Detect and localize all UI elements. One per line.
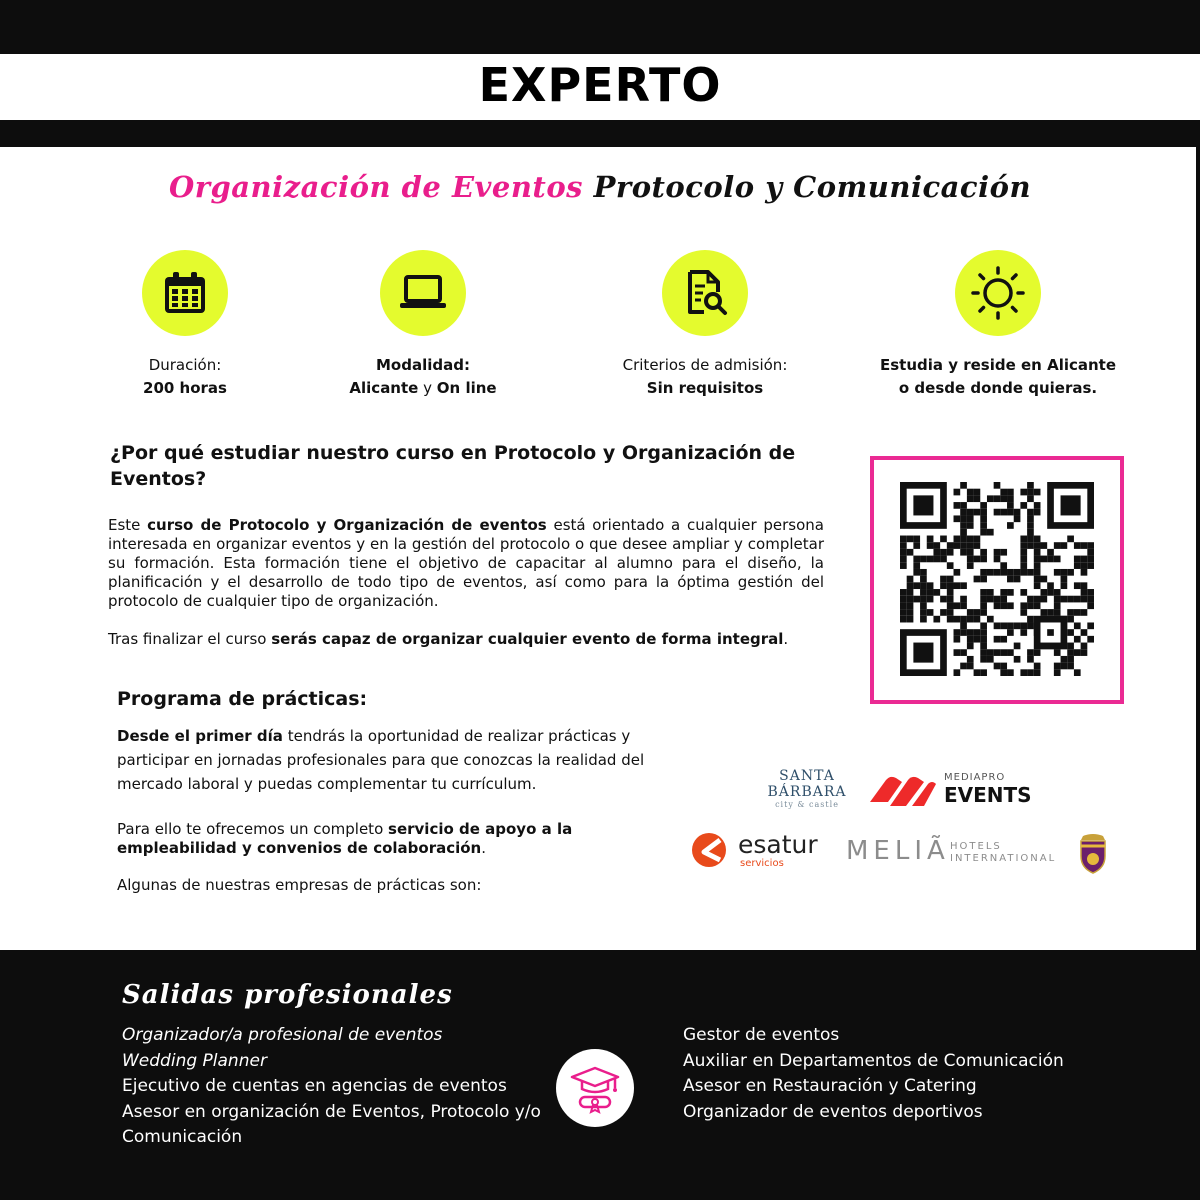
qr-code-frame[interactable] (870, 456, 1124, 704)
sun-icon (955, 250, 1041, 336)
practicas-support-b: . (481, 839, 487, 857)
feature-duracion-label (65, 354, 305, 400)
feature-modalidad-online: On line (436, 379, 497, 397)
feature-modalidad-line1: Modalidad: (376, 356, 470, 374)
esatur-mark-icon (690, 830, 730, 870)
practicas-body (117, 724, 687, 796)
feature-reside (878, 250, 1118, 400)
why-intro-a: Este (108, 516, 141, 534)
laptop-icon (380, 250, 466, 336)
list-item: Asesor en Restauración y Catering (683, 1076, 977, 1096)
page-title: EXPERTO (478, 58, 722, 112)
practicas-title: Programa de prácticas: (117, 688, 368, 710)
list-item: Auxiliar en Departamentos de Comunicación (683, 1050, 1064, 1071)
why-body (108, 516, 824, 611)
document-search-icon (662, 250, 748, 336)
logo-melia-name: MELIÃ (846, 836, 950, 866)
list-item: Asesor en organización de Eventos, Protocolo y/o Comunicación (122, 1101, 541, 1147)
feature-reside-line1: Estudia y reside en Alicante (879, 356, 1117, 374)
why-result (108, 630, 868, 649)
feature-modalidad-y: y (423, 379, 433, 397)
why-intro-bold: curso de Protocolo y Organización de eventos (147, 516, 547, 534)
logo-melia-sub1: HOTELS (950, 841, 1002, 852)
practicas-support-bold: servicio de apoyo a la empleabilidad y convenios de colaboración (117, 820, 573, 857)
feature-reside-label (878, 354, 1118, 400)
logo-mediapro-events (868, 770, 1038, 810)
logo-melia (846, 836, 1066, 870)
qr-code[interactable] (900, 482, 1094, 676)
logo-esatur-sub: servicios (740, 858, 784, 869)
course-title-dark: Protocolo y Comunicación (593, 170, 1032, 204)
crest-icon (1077, 832, 1109, 874)
feature-criterios-line1: Criterios de admisión: (622, 356, 788, 374)
feature-criterios (585, 250, 825, 400)
logo-mediapro-big: EVENTS (944, 783, 1032, 807)
salidas-right-list (683, 1023, 1103, 1125)
list-item: Wedding Planner (122, 1050, 267, 1071)
logo-esatur (690, 830, 830, 870)
feature-duracion-line1: Duración: (148, 356, 222, 374)
feature-criterios-label (585, 354, 825, 400)
practicas-support-a: Para ello te ofrecemos un completo (117, 820, 384, 838)
logo-santa-line2: BÁRBARA (767, 784, 847, 800)
mediapro-mark-icon (868, 772, 938, 808)
why-result-bold: serás capaz de organizar cualquier evento de forma integral (271, 630, 784, 648)
list-item: Ejecutivo de cuentas en agencias de eventos (122, 1076, 507, 1096)
feature-criterios-line2: Sin requisitos (646, 379, 764, 397)
logo-melia-sub2: INTERNATIONAL (950, 853, 1057, 864)
course-title (0, 170, 1200, 204)
logo-santa-line3: city & castle (775, 800, 839, 809)
feature-duracion-line2: 200 horas (143, 379, 227, 397)
calendar-icon (142, 250, 228, 336)
course-title-pink: Organización de Eventos (168, 170, 583, 204)
list-item: Organizador de eventos deportivos (683, 1101, 983, 1122)
logo-esatur-name: esatur (738, 830, 818, 859)
salidas-left-list (122, 1023, 542, 1151)
salidas-title: Salidas profesionales (122, 980, 453, 1010)
feature-modalidad-alicante: Alicante (349, 379, 419, 397)
feature-reside-line2: o desde donde quieras. (898, 379, 1098, 397)
list-item: Gestor de eventos (683, 1025, 840, 1045)
why-result-a: Tras finalizar el curso (108, 630, 267, 648)
why-intro-b: está orientado a cualquier persona interesada en organizar eventos y en la gestión del protocolo o que desee ampliar y completar su formación. Esta formación tiene el objetivo de capacitar al alumno para el diseño, la planificación y el desarrollo de todo tipo de eventos, así como para la óptima gestión del protocolo de cualquier tipo de organización. (108, 516, 824, 610)
logo-santa-barbara (762, 768, 852, 809)
feature-duracion (65, 250, 305, 400)
logo-santa-line1: SANTA (779, 768, 835, 784)
feature-modalidad-label (303, 354, 543, 400)
logo-mediapro-small: MEDIAPRO (944, 772, 1006, 783)
why-result-b: . (783, 630, 789, 648)
practicas-body-rest: tendrás la oportunidad de realizar prácticas y participar en jornadas profesionales para que conozcas la realidad del mercado laboral y puedas complementar tu currículum. (117, 727, 645, 793)
why-title: ¿Por qué estudiar nuestro curso en Protocolo y Organización de Eventos? (110, 442, 796, 490)
list-item: Organizador/a profesional de eventos (122, 1025, 443, 1045)
feature-modalidad (303, 250, 543, 400)
practicas-companies: Algunas de nuestras empresas de prácticas son: (117, 876, 482, 894)
practicas-support (117, 820, 657, 858)
graduation-cap-icon (556, 1049, 634, 1127)
practicas-body-bold: Desde el primer día (117, 727, 283, 745)
